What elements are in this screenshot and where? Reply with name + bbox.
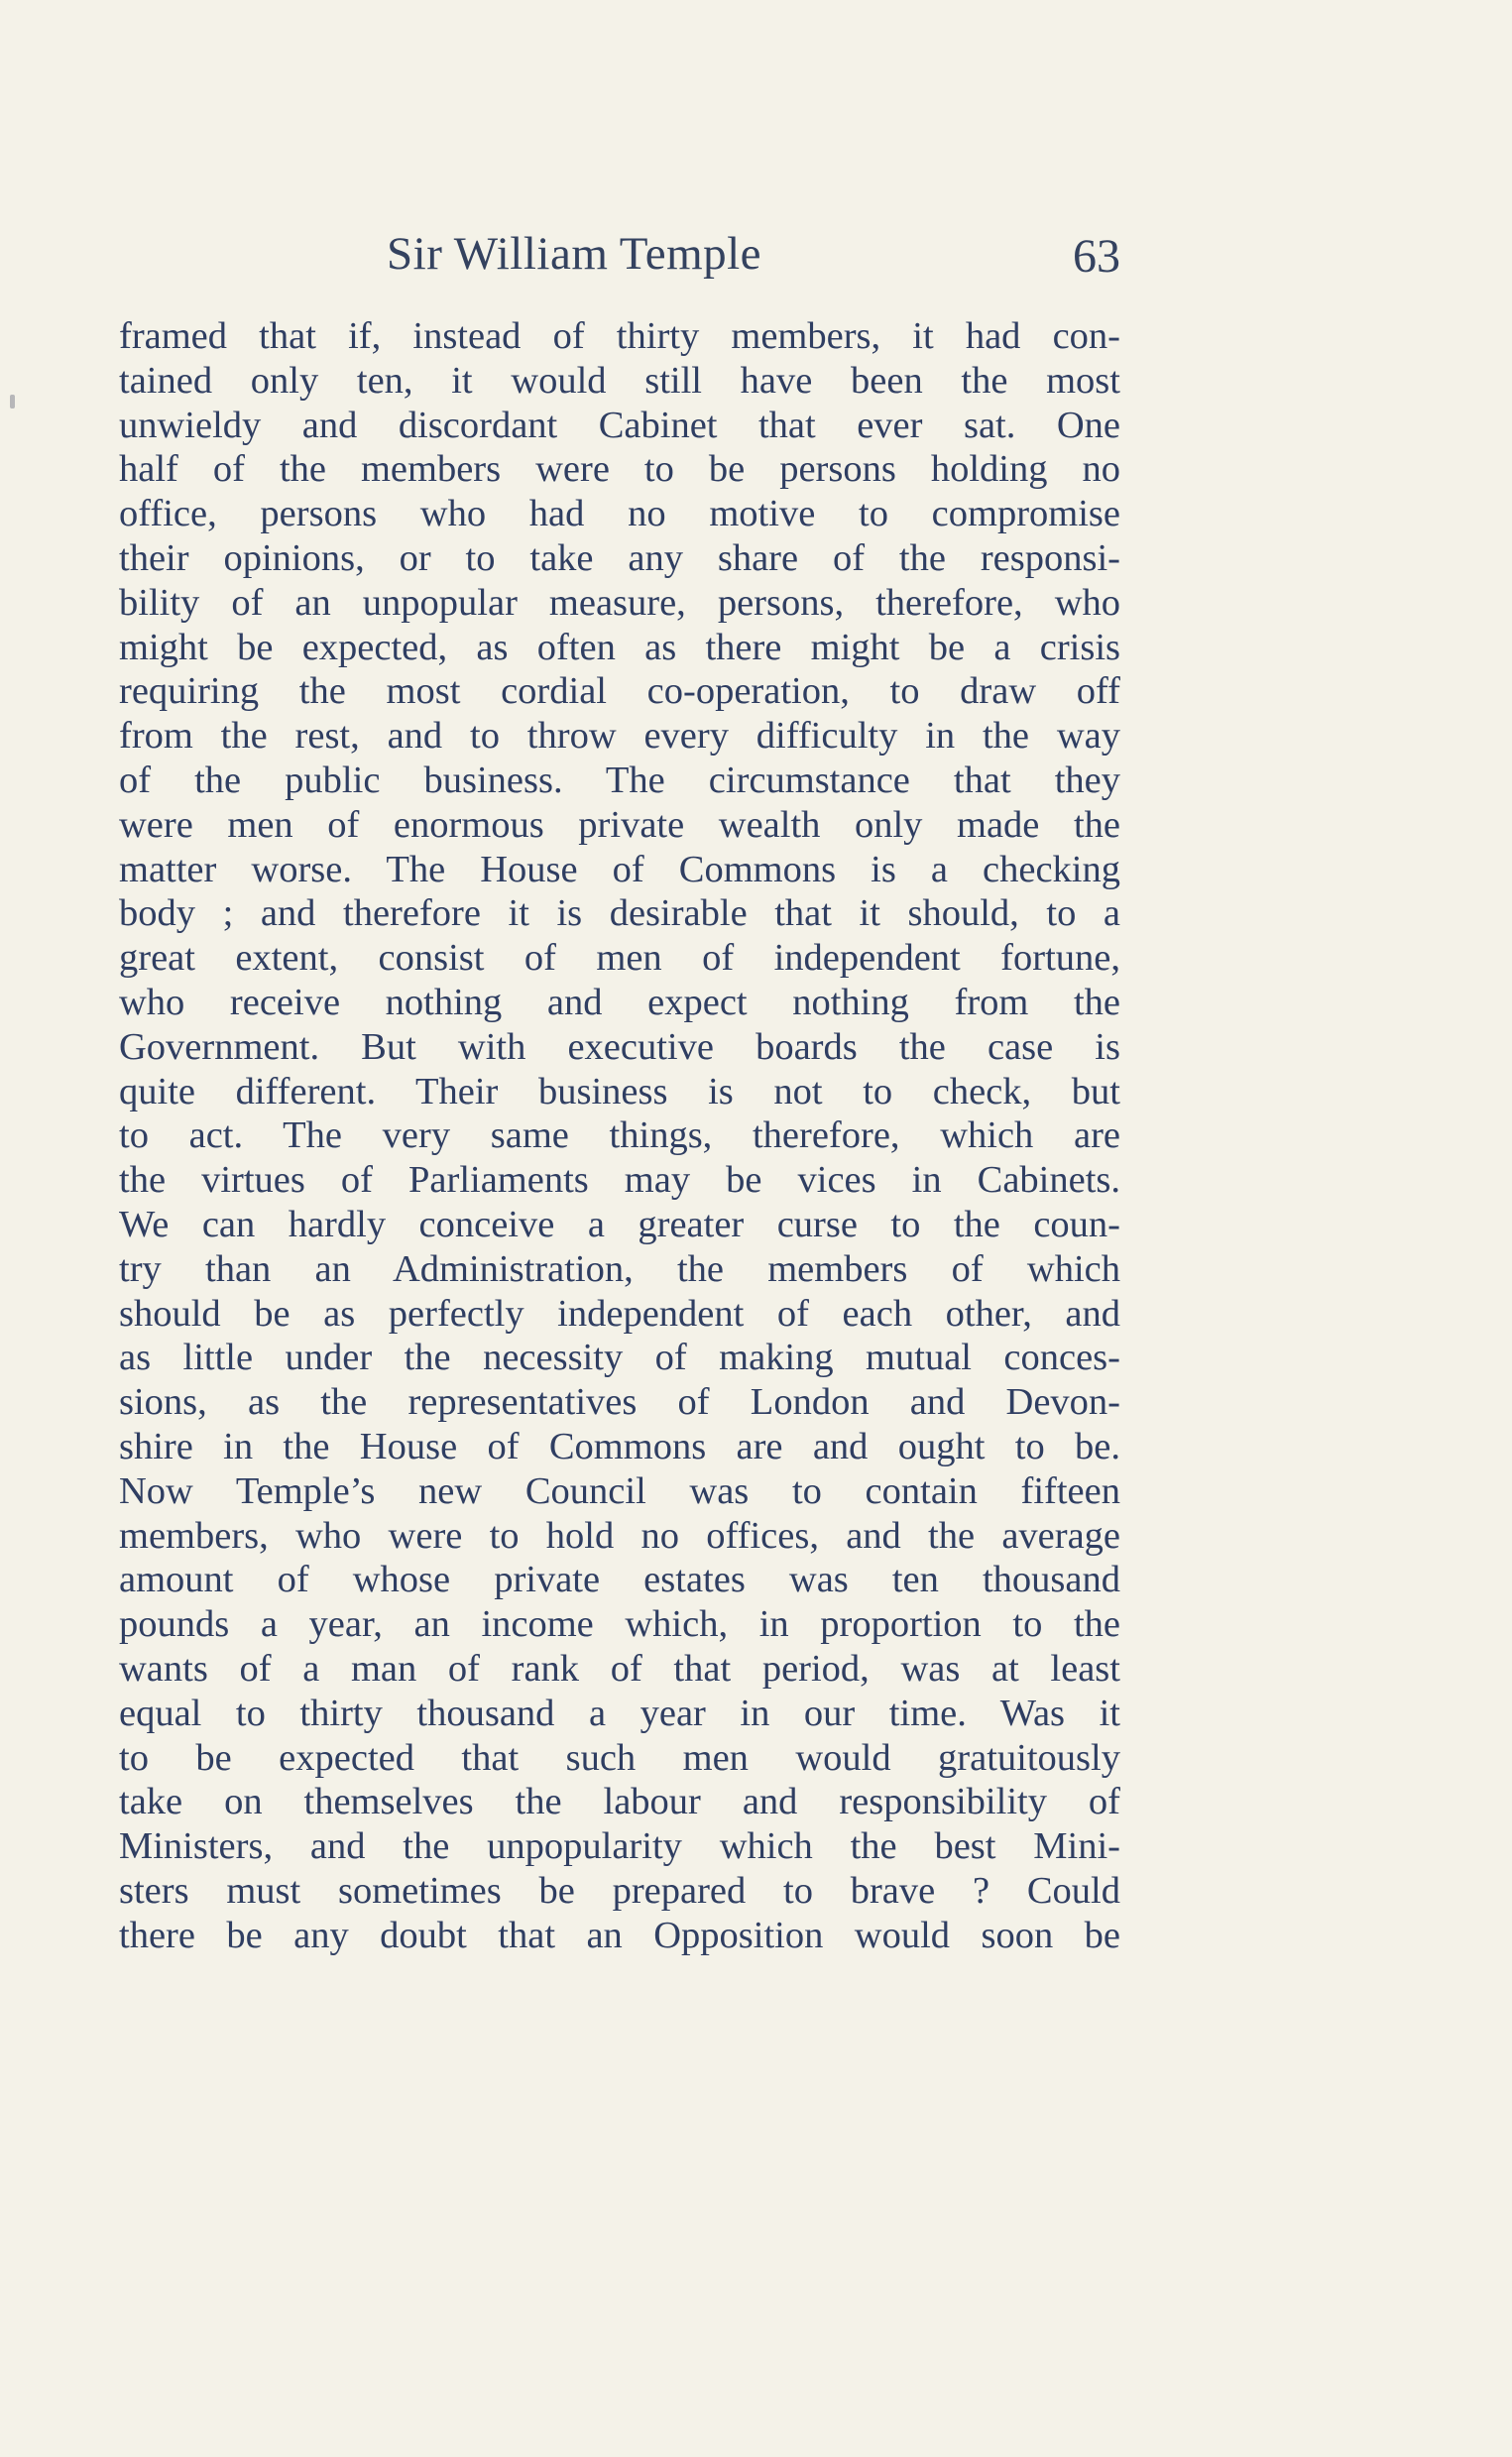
text-line: matter worse. The House of Commons is a checking	[119, 848, 1120, 890]
text-line: sions, as the representatives of London and Devon-	[119, 1381, 1120, 1424]
text-line: great extent, consist of men of independent fortune,	[119, 937, 1120, 980]
text-line: to be expected that such men would gratuitously	[119, 1736, 1120, 1779]
margin-speck	[10, 395, 15, 409]
text-line: requiring the most cordial co-operation, to draw off	[119, 670, 1120, 713]
text-line: from the rest, and to throw every difficulty in the way	[119, 715, 1120, 758]
text-line: try than an Administration, the members of which	[119, 1247, 1120, 1290]
text-line: shire in the House of Commons are and ought to be.	[119, 1425, 1120, 1467]
page-number: 63	[1073, 230, 1120, 283]
text-line: amount of whose private estates was ten thousand	[119, 1559, 1120, 1601]
text-line: equal to thirty thousand a year in our time. Was it	[119, 1692, 1120, 1734]
text-line: should be as perfectly independent of each other, and	[119, 1292, 1120, 1335]
body-text	[119, 314, 1120, 1957]
text-line: of the public business. The circumstance that they	[119, 759, 1120, 801]
text-line: half of the members were to be persons holding no	[119, 448, 1120, 491]
text-line: We can hardly conceive a greater curse to the coun-	[119, 1203, 1120, 1245]
text-line: body ; and therefore it is desirable that it should, to a	[119, 892, 1120, 935]
running-title: Sir William Temple	[387, 228, 762, 280]
text-line: bility of an unpopular measure, persons, therefore, who	[119, 581, 1120, 624]
text-line: Government. But with executive boards the case is	[119, 1025, 1120, 1068]
text-line: might be expected, as often as there might be a crisis	[119, 626, 1120, 668]
text-line: Ministers, and the unpopularity which the best Mini-	[119, 1825, 1120, 1868]
text-line: the virtues of Parliaments may be vices in Cabinets.	[119, 1159, 1120, 1202]
text-line: who receive nothing and expect nothing from the	[119, 981, 1120, 1023]
text-line: wants of a man of rank of that period, was at least	[119, 1647, 1120, 1690]
text-line: sters must sometimes be prepared to brave ? Could	[119, 1869, 1120, 1912]
text-line: office, persons who had no motive to compromise	[119, 493, 1120, 535]
text-line: were men of enormous private wealth only made the	[119, 803, 1120, 846]
running-head	[119, 227, 1120, 287]
text-line: members, who were to hold no offices, and the average	[119, 1514, 1120, 1557]
text-line: to act. The very same things, therefore, which are	[119, 1114, 1120, 1157]
text-line: tained only ten, it would still have been the most	[119, 359, 1120, 402]
text-line: unwieldy and discordant Cabinet that ever sat. One	[119, 404, 1120, 446]
text-line: as little under the necessity of making mutual conces-	[119, 1337, 1120, 1379]
text-line: take on themselves the labour and responsibility of	[119, 1781, 1120, 1823]
text-line: Now Temple’s new Council was to contain fifteen	[119, 1469, 1120, 1512]
text-line: their opinions, or to take any share of the responsi-	[119, 536, 1120, 579]
text-line: pounds a year, an income which, in proportion to the	[119, 1603, 1120, 1646]
text-line: quite different. Their business is not to check, but	[119, 1070, 1120, 1112]
text-line: there be any doubt that an Opposition would soon be	[119, 1914, 1120, 1956]
text-line: framed that if, instead of thirty members, it had con-	[119, 315, 1120, 357]
